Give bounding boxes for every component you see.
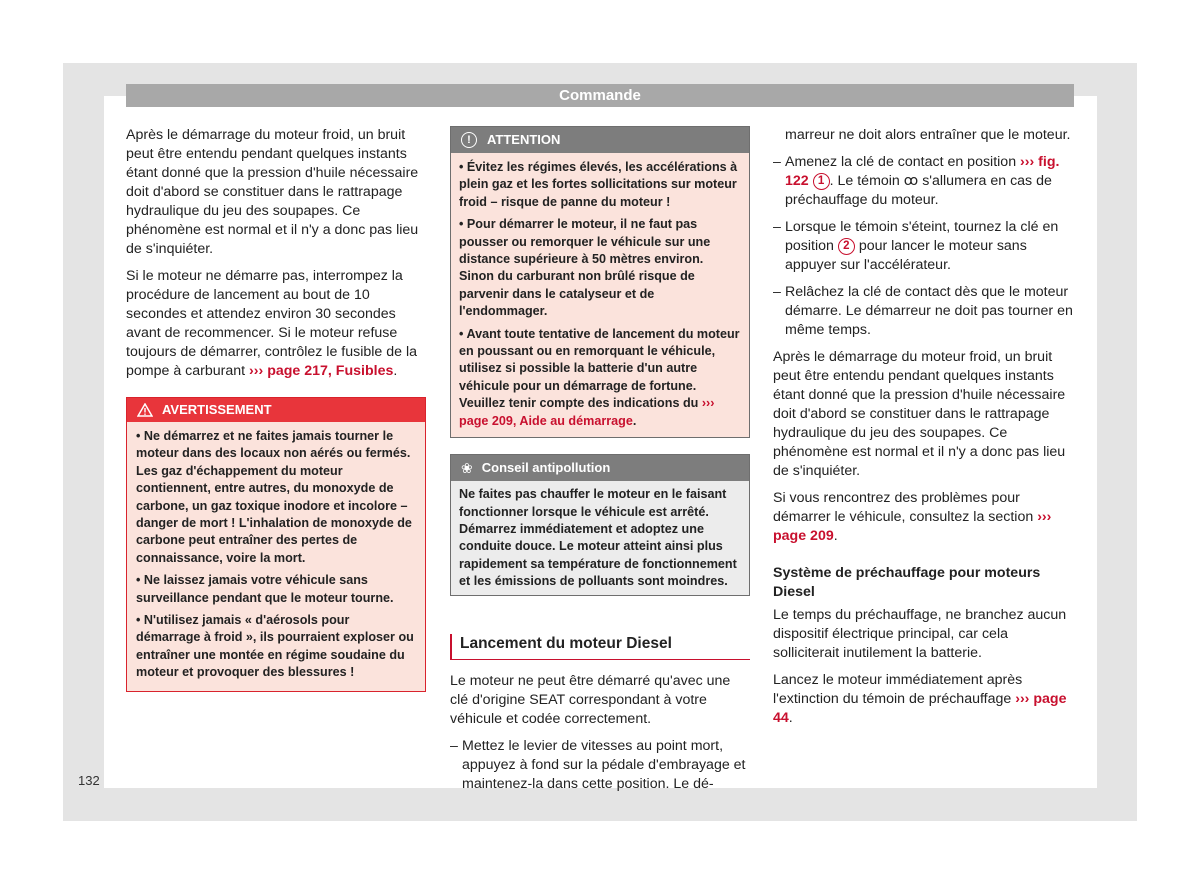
column-3 [773, 126, 1075, 736]
link-page-44[interactable]: ››› page 44 [773, 691, 1067, 726]
position-2-marker: 2 [838, 238, 855, 255]
link-page-209-aide[interactable]: ››› page 209, Aide au démarrage [459, 396, 715, 428]
step-key-position-1: – Amenez la clé de contact en position ››› fig. 122 1 . Le témoin ꝏ s'allumera en cas de préchauffage du moteur. [773, 154, 1060, 208]
warning-body [127, 422, 425, 691]
link-page-217[interactable]: ››› page 217, Fusibles [249, 363, 394, 379]
warning-item: • Ne démarrez et ne faites jamais tourner le moteur dans des locaux non aérés ou fermés. Les gaz d'échappement du moteur contiennent, entre autres, du monoxyde de carbone, un gaz toxique inodore et incolore – danger de mort ! L'inhalation de monoxyde de carbone peut entraîner des pertes de connaissance, voire la mort. [136, 429, 412, 565]
warning-box [126, 397, 426, 692]
link-page-209[interactable]: ››› page 209 [773, 509, 1052, 544]
paragraph-preheating: Le temps du préchauffage, ne branchez aucun dispositif électrique principal, car cela solliciterait inutilement la batterie. [773, 607, 1067, 661]
attention-item: • Pour démarrer le moteur, il ne faut pas pousser ou remorquer le véhicule sur une distance supérieure à 50 mètres environ. Sinon du carburant non brûlé risque de parvenir dans le catalyseur et de l'endommager. [459, 217, 711, 319]
attention-item: • Évitez les régimes élevés, les accélérations à plein gaz et les fortes sollicitations sur moteur froid – risque de panne du moteur ! [459, 160, 738, 209]
warning-title: AVERTISSEMENT [162, 402, 272, 417]
warning-triangle-icon [137, 403, 153, 417]
chapter-header: Commande [126, 84, 1074, 107]
exclamation-circle-icon: ! [461, 132, 477, 148]
paragraph-cold-start-noise-2: Après le démarrage du moteur froid, un bruit peut être entendu pendant quelques instants étant donné que la pression d'huile nécessaire doit d'abord se constituer dans le rattrapage hydraulique du jeu des soupapes. Ce phénomène est normal et il n'y a donc pas lieu de s'inquiéter. [773, 349, 1066, 479]
subheading-preheating: Système de préchauffage pour moteurs Diesel [773, 565, 1041, 600]
step-neutral-gear: – Mettez le levier de vitesses au point mort, appuyez à fond sur la pédale d'embrayage et maintenez-la dans cette position. Le dé- [450, 737, 746, 792]
attention-header [451, 127, 749, 153]
step-key-position-2: – Lorsque le témoin s'éteint, tournez la clé en position 2 pour lancer le moteur sans appuyer sur l'accélérateur. [773, 219, 1059, 273]
glow-plug-indicator-icon: ꝏ [903, 173, 919, 189]
column-1 [126, 126, 426, 692]
column-2 [450, 126, 750, 802]
flower-eco-icon: ❀ [461, 460, 473, 477]
warning-header [127, 398, 425, 422]
attention-item: • Avant toute tentative de lancement du moteur en poussant ou en remorquant le véhicule, utilisez si possible la batterie d'un autre véhicule pour un démarrage de fortune. Veuillez tenir compte des indications du ››› page 209, Aide au démarrage. [459, 326, 740, 428]
attention-box [450, 126, 750, 438]
warning-item: • Ne laissez jamais votre véhicule sans surveillance pendant que le moteur tourne. [136, 573, 394, 605]
paragraph-start-after-preheat: Lancez le moteur immédiatement après l'extinction du témoin de préchauffage ››› page 44. [773, 672, 1067, 726]
paragraph-diesel-key: Le moteur ne peut être démarré qu'avec une clé d'origine SEAT correspondant à votre véhicule et codée correctement. [450, 672, 731, 727]
eco-tip-header [451, 455, 749, 481]
link-fig-122[interactable]: ››› fig. 122 [785, 154, 1060, 189]
page-number: 132 [78, 773, 100, 788]
section-title-diesel: Lancement du moteur Diesel [450, 634, 750, 660]
step-release-key: – Relâchez la clé de contact dès que le moteur démarre. Le démarreur ne doit pas tourner en même temps. [773, 284, 1073, 338]
attention-body [451, 153, 749, 437]
step-continuation: marreur ne doit alors entraîner que le moteur. [785, 127, 1071, 143]
eco-tip-body: Ne faites pas chauffer le moteur en le faisant fonctionner lorsque le véhicule est arrêté. Démarrez immédiatement et adoptez une conduite douce. Le moteur atteint ainsi plus rapidement sa température de fonctionnement et les émissions de polluants sont moindres. [451, 481, 749, 594]
eco-tip-box [450, 454, 750, 595]
eco-tip-title: Conseil antipollution [481, 460, 611, 476]
paragraph-starting-problems: Si vous rencontrez des problèmes pour démarrer le véhicule, consultez la section ››› page 209. [773, 490, 1052, 544]
warning-item: • N'utilisez jamais « d'aérosols pour démarrage à froid », ils pourraient exploser ou entraîner une montée en régime soudaine du moteur et provoquer des blessures ! [136, 613, 414, 680]
attention-title: ATTENTION [487, 132, 561, 147]
paragraph-engine-not-starting: Si le moteur ne démarre pas, interrompez la procédure de lancement au bout de 10 secondes et attendez environ 30 secondes avant de recommencer. Si le moteur refuse toujours de démarrer, contrôlez le fusible de la pompe à carburant ››› page 217, Fusibles. [126, 268, 418, 379]
paragraph-cold-start-noise: Après le démarrage du moteur froid, un bruit peut être entendu pendant quelques instants étant donné que la pression d'huile nécessaire doit d'abord se constituer dans le rattrapage hydraulique du jeu des soupapes. Ce phénomène est normal et il n'y a donc pas lieu de s'inquiéter. [126, 127, 419, 257]
position-1-marker: 1 [813, 173, 830, 190]
